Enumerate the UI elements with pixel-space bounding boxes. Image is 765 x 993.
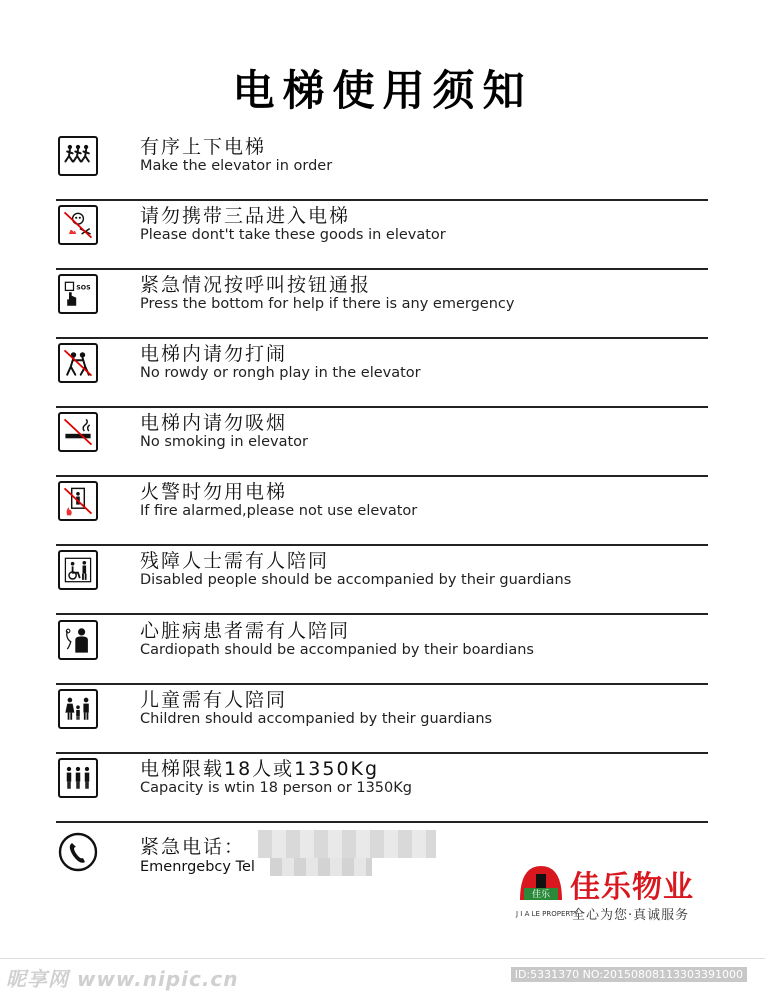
item-zh: 紧急情况按呼叫按钮通报: [140, 274, 372, 296]
notice-item-goods: [56, 201, 708, 270]
logo-slogan: 全心为您·真诚服务: [572, 908, 690, 923]
notice-item-capacity: [56, 754, 708, 823]
no-rough-play-icon: [58, 343, 98, 383]
notice-item-heart: [56, 616, 708, 685]
item-zh: 心脏病患者需有人陪同: [140, 620, 351, 642]
item-en: Capacity is wtin 18 person or 1350Kg: [140, 780, 412, 796]
item-zh: 请勿携带三品进入电梯: [140, 205, 351, 227]
hazardous-goods-icon: [58, 205, 98, 245]
phone-icon: [58, 832, 98, 872]
item-zh: 残障人士需有人陪同: [140, 550, 330, 572]
no-smoking-icon: [58, 412, 98, 452]
item-en: Make the elevator in order: [140, 158, 333, 174]
item-zh: 电梯限载18人或1350Kg: [140, 758, 380, 780]
notice-item-rough-play: [56, 339, 708, 408]
logo-brand: 佳乐物业: [570, 870, 694, 905]
item-en: No rowdy or rongh play in the elevator: [140, 365, 421, 381]
redacted-number: [258, 830, 436, 858]
notice-item-disabled: [56, 546, 708, 615]
emergency-en: Emenrgebcy Tel: [140, 859, 255, 875]
svg-text:佳乐: 佳乐: [531, 890, 551, 900]
item-en: Press the bottom for help if there is any emergency: [140, 296, 515, 312]
notice-item-fire: [56, 477, 708, 546]
child-guardian-icon: [58, 689, 98, 729]
logo-mark: [516, 862, 566, 906]
divider: [56, 821, 708, 823]
item-zh: 火警时勿用电梯: [140, 481, 288, 503]
watermark-site: 昵享网 www.nipic.cn: [6, 967, 239, 991]
redacted-number: [270, 858, 372, 876]
logo-sub-en: J I A LE PROPERTY: [516, 910, 579, 918]
item-zh: 电梯内请勿吸烟: [140, 412, 288, 434]
item-en: Disabled people should be accompanied by their guardians: [140, 572, 572, 588]
running-people-icon: [58, 136, 98, 176]
notice-item-order: [56, 132, 708, 201]
item-en: Children should accompanied by their guardians: [140, 711, 493, 727]
watermark-id: ID:5331370 NO:20150808113303391000: [511, 967, 747, 982]
item-zh: 儿童需有人陪同: [140, 689, 288, 711]
item-en: If fire alarmed,please not use elevator: [140, 503, 418, 519]
divider: [56, 613, 708, 615]
item-zh: 电梯内请勿打闹: [140, 343, 288, 365]
notice-item-sos: [56, 270, 708, 339]
heart-patient-icon: [58, 620, 98, 660]
item-en: Please dont't take these goods in elevator: [140, 227, 446, 243]
svg-text:SOS: SOS: [76, 284, 91, 292]
notice-item-children: [56, 685, 708, 754]
company-logo: [516, 858, 716, 922]
capacity-people-icon: [58, 758, 98, 798]
page-title: 电梯使用须知: [232, 66, 533, 115]
emergency-zh: 紧急电话：: [140, 836, 246, 858]
wheelchair-icon: [58, 550, 98, 590]
item-en: No smoking in elevator: [140, 434, 308, 450]
notice-item-smoking: [56, 408, 708, 477]
no-elevator-fire-icon: [58, 481, 98, 521]
sos-button-icon: [58, 274, 98, 314]
watermark-bar: [0, 959, 765, 993]
item-zh: 有序上下电梯: [140, 136, 267, 158]
item-en: Cardiopath should be accompanied by their boardians: [140, 642, 534, 658]
